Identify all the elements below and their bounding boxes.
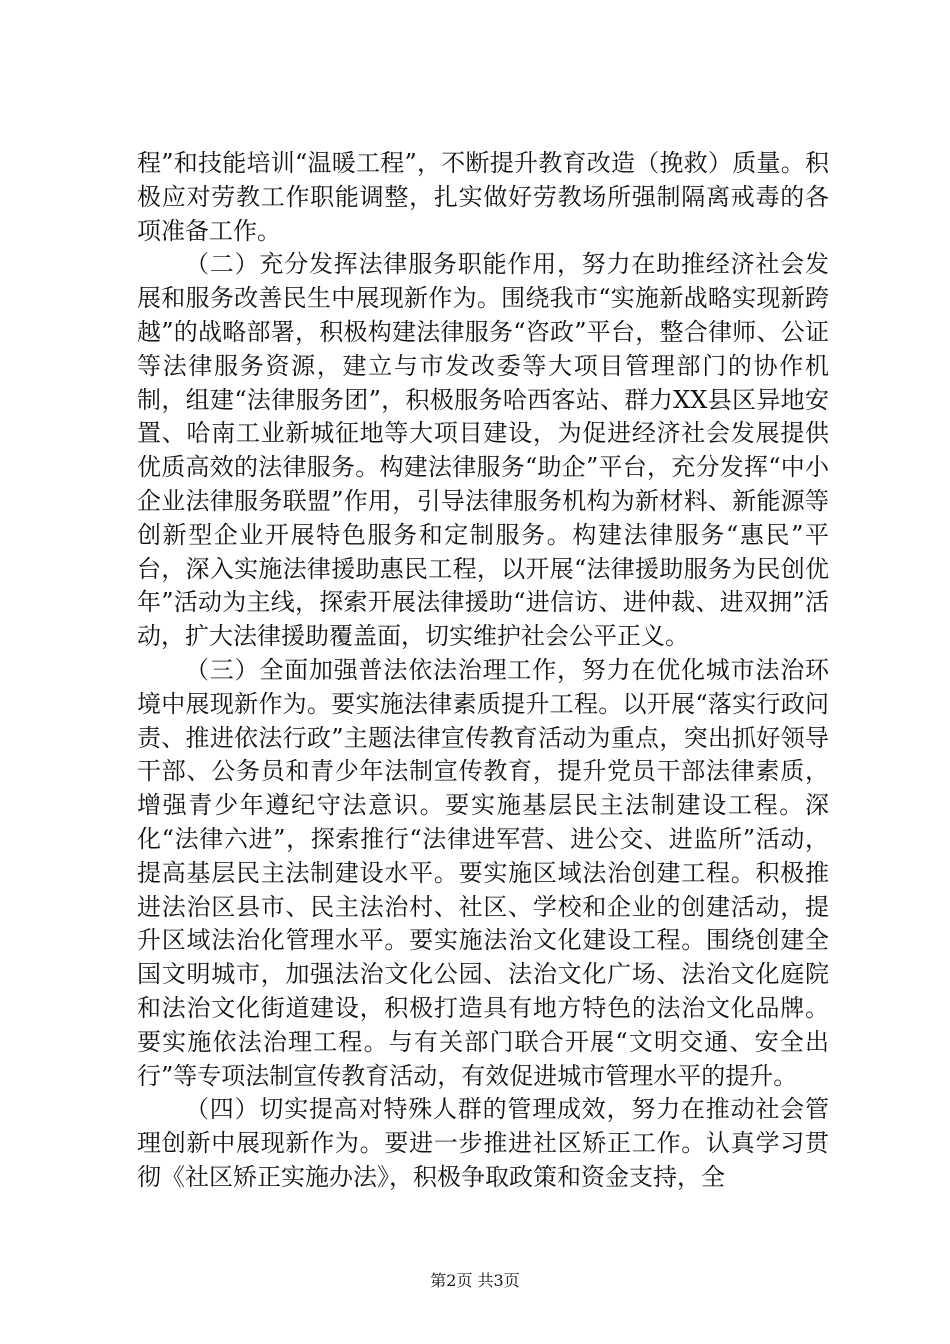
document-body — [137, 147, 829, 1195]
paragraph-legal-services: （二）充分发挥法律服务职能作用，努力在助推经济社会发展和服务改善民生中展现新作为。围绕我市“实施新战略实现新跨越”的战略部署，积极构建法律服务“咨政”平台，整合律师、公证等法律服务资源，建立与市发改委等大项目管理部门的协作机制，组建“法律服务团”，积极服务哈西客站、群力XX县区异地安置、哈南工业新城征地等大项目建设，为促进经济社会发展提供优质高效的法律服务。构建法律服务“助企”平台，充分发挥“中小企业法律服务联盟”作用，引导法律服务机构为新材料、新能源等创新型企业开展特色服务和定制服务。构建法律服务“惠民”平台，深入实施法律援助惠民工程，以开展“法律援助服务为民创优年”活动为主线，探索开展法律援助“进信访、进仲裁、进双拥”活动，扩大法律援助覆盖面，切实维护社会公平正义。 — [137, 250, 829, 651]
paragraph-special-groups: （四）切实提高对特殊人群的管理成效，努力在推动社会管理创新中展现新作为。要进一步推进社区矫正工作。认真学习贯彻《社区矫正实施办法》，积极争取政策和资金支持，全 — [137, 1095, 829, 1191]
page-number-footer: 第2页 共3页 — [430, 1271, 520, 1290]
paragraph-continuation: 程”和技能培训“温暖工程”，不断提升教育改造（挽救）质量。积极应对劳教工作职能调整，扎实做好劳教场所强制隔离戒毒的各项准备工作。 — [137, 149, 829, 245]
paragraph-legal-education: （三）全面加强普法依法治理工作，努力在优化城市法治环境中展现新作为。要实施法律素质提升工程。以开展“落实行政问责、推进依法行政”主题法律宣传教育活动为重点，突出抓好领导干部、公务员和青少年法制宣传教育，提升党员干部法律素质，增强青少年遵纪守法意识。要实施基层民主法制建设工程。深化“法律六进”，探索推行“法律进军营、进公交、进监所”活动，提高基层民主法制建设水平。要实施区域法治创建工程。积极推进法治区县市、民主法治村、社区、学校和企业的创建活动，提升区域法治化管理水平。要实施法治文化建设工程。围绕创建全国文明城市，加强法治文化公园、法治文化广场、法治文化庭院和法治文化街道建设，积极打造具有地方特色的法治文化品牌。要实施依法治理工程。与有关部门联合开展“文明交通、安全出行”等专项法制宣传教育活动，有效促进城市管理水平的提升。 — [137, 655, 829, 1090]
